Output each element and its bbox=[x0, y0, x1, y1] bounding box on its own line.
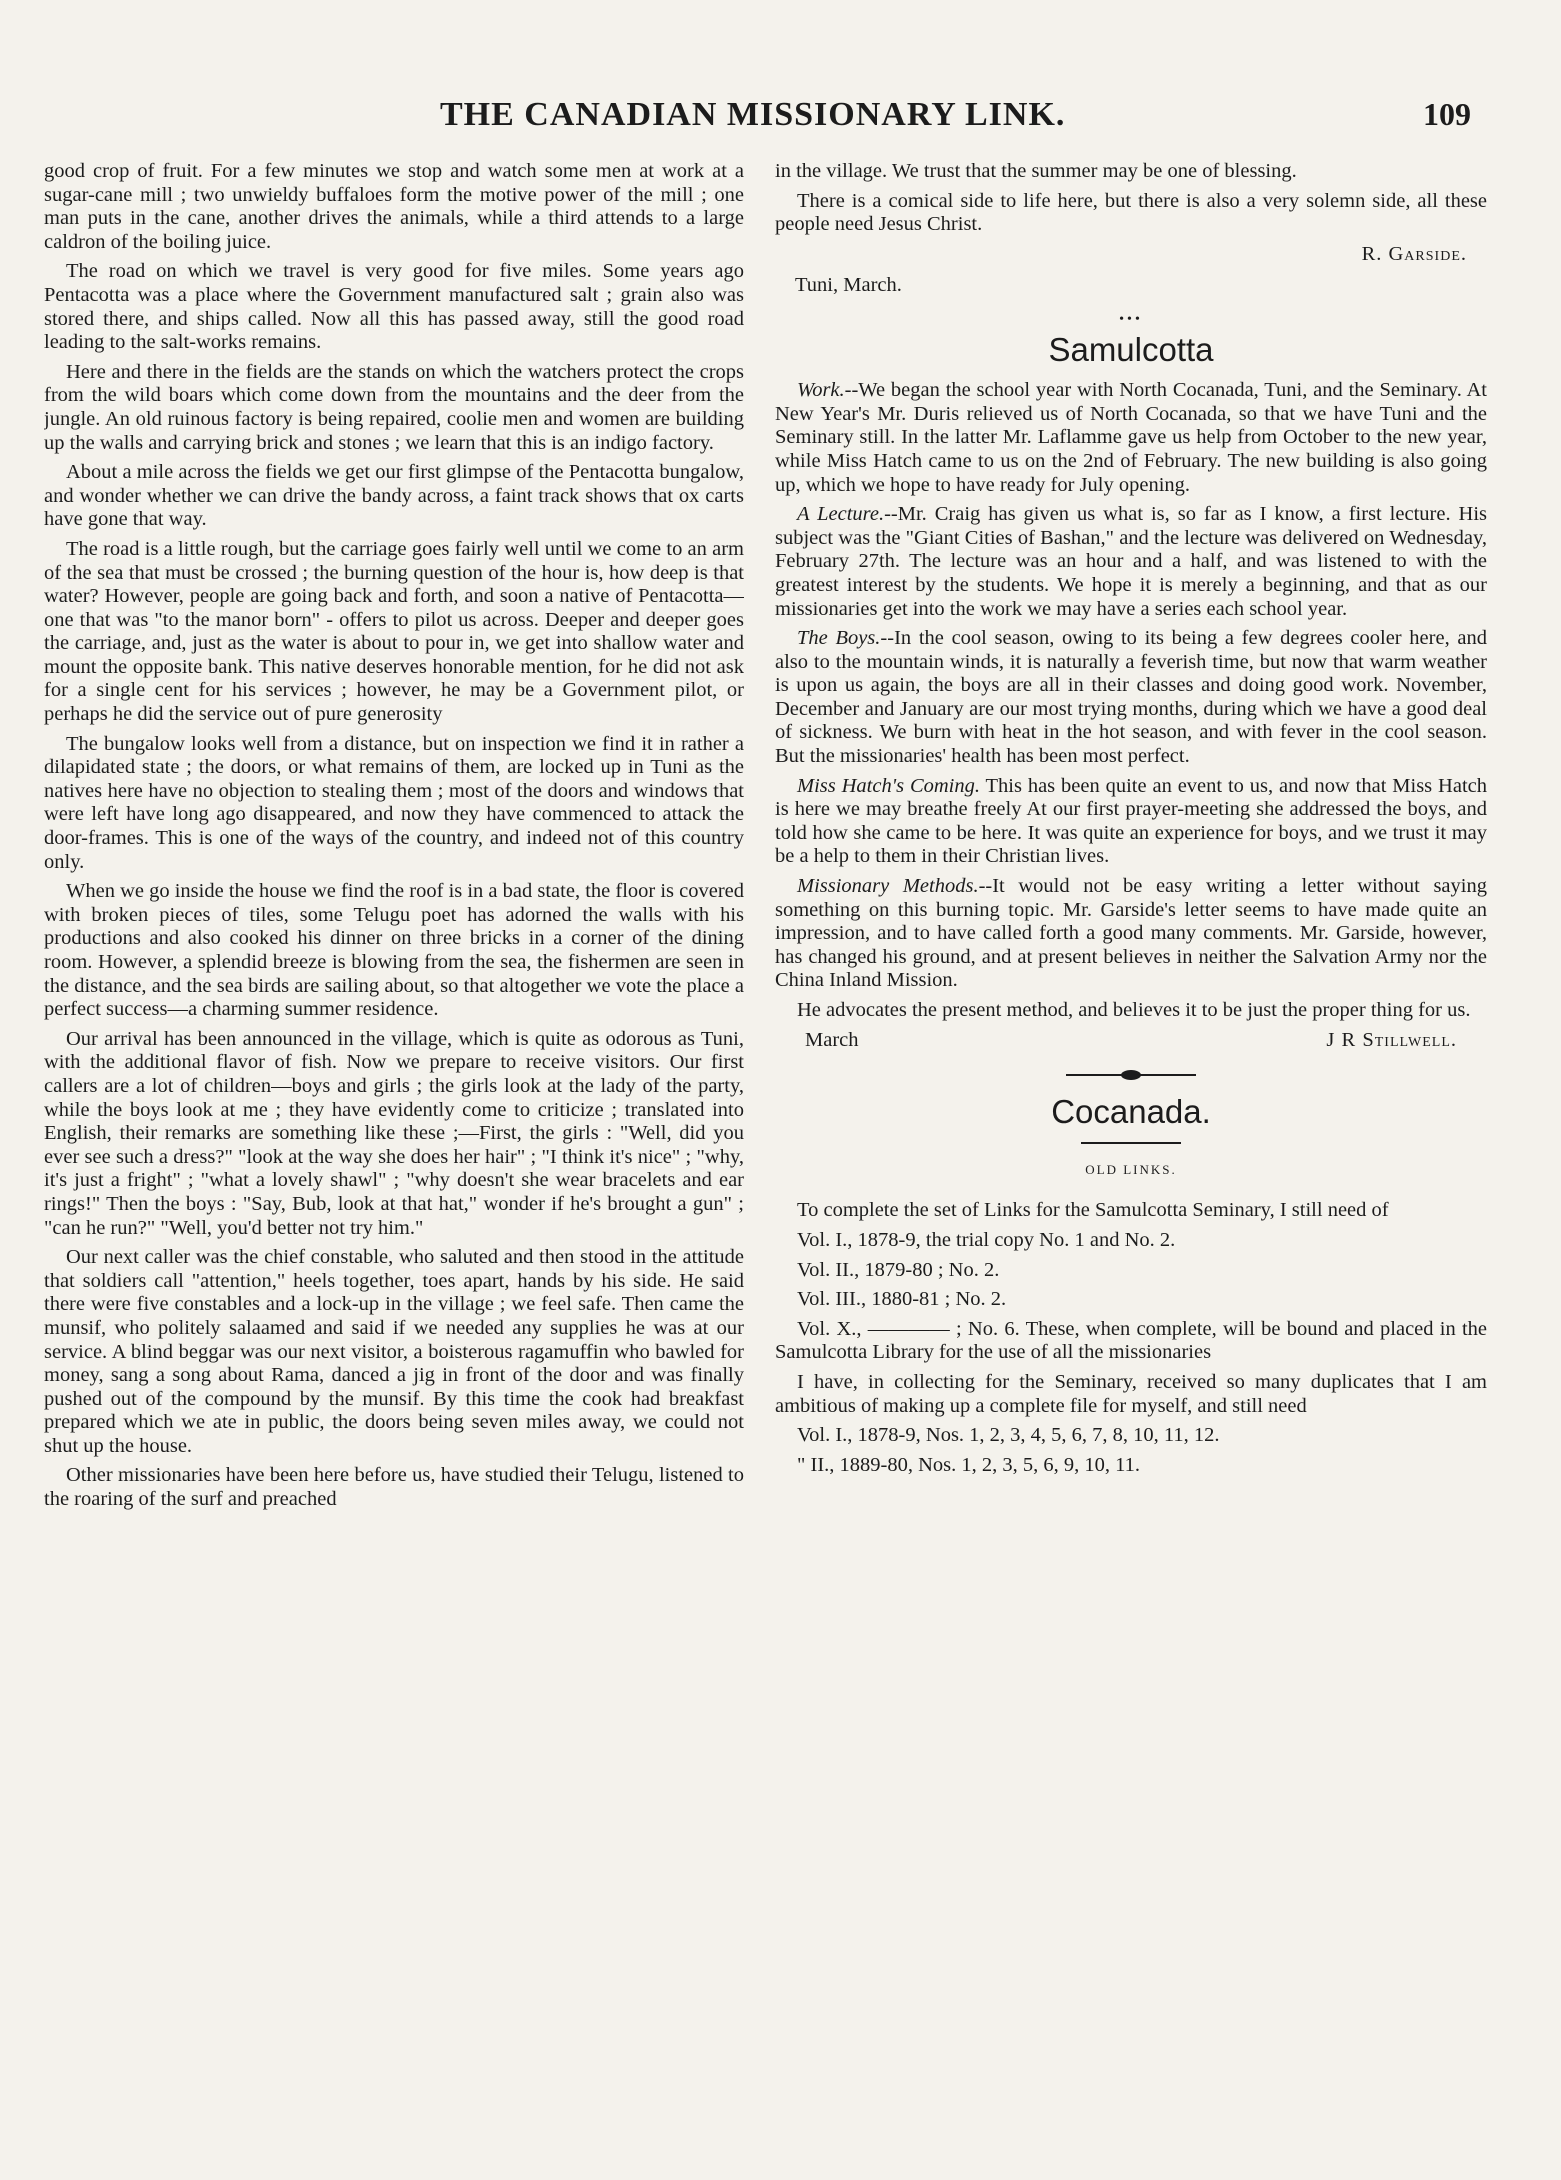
paragraph: Other missionaries have been here before us, have studied their Telugu, listened to the roaring of the surf and preached bbox=[44, 1464, 744, 1511]
paragraph: There is a comical side to life here, but there is also a very solemn side, all these people need Jesus Christ. bbox=[775, 189, 1487, 236]
paragraph-text: He advocates the present method, and believes it to be just the proper thing for us. bbox=[797, 999, 1471, 1021]
run-in-heading: Miss Hatch's Coming. bbox=[797, 774, 980, 797]
paragraph-advocates bbox=[775, 999, 1487, 1023]
title-rule bbox=[1081, 1142, 1181, 1144]
paragraph: I have, in collecting for the Seminary, received so many duplicates that I am ambitious of making up a complete file for myself, and still need bbox=[775, 1370, 1487, 1417]
run-in-heading: The Boys. bbox=[797, 627, 881, 650]
signature-name: J R Stillwell. bbox=[1326, 1028, 1457, 1051]
paragraph: in the village. We trust that the summer may be one of blessing. bbox=[775, 160, 1297, 182]
paragraph-work bbox=[775, 379, 1487, 497]
paragraph: To complete the set of Links for the Samulcotta Seminary, I still need of bbox=[797, 1199, 1389, 1222]
list-item: Vol. X., ———— ; No. 6. These, when complete, will be bound and placed in the Samulcotta Library for the use of all the missionaries bbox=[775, 1317, 1487, 1364]
list-item: Vol. II., 1879-80 ; No. 2. bbox=[797, 1258, 1000, 1281]
signature: R. Garside. bbox=[1361, 242, 1467, 265]
paragraph: The road is a little rough, but the carriage goes fairly well until we come to an arm of the sea that must be crossed ; the burning question of the hour is, how deep is that water? However, people are going back and forth, and soon a native of Pentacotta—one that was "to the manor born" - offers to pilot us across. Deeper and deeper goes the carriage, and, just as the water is about to pour in, we get into shallow water and mount the opposite bank. This native deserves honorable mention, for he did not ask for a single cent for his services ; however, he may be a Government pilot, or perhaps he did the service out of pure generosity bbox=[44, 537, 744, 726]
paragraph: The bungalow looks well from a distance, but on inspection we find it in rather a dilapidated state ; the doors, or what remains of them, are locked up in Tuni as the natives here have no objection to stealing them ; most of the doors and windows that were left have long ago disappeared, and now they have commenced to attack the door-frames. This is one of the ways of the country, and indeed not of this country only. bbox=[44, 732, 744, 873]
signature-row bbox=[805, 1029, 1457, 1053]
paragraph: About a mile across the fields we get our first glimpse of the Pentacotta bungalow, and wonder whether we can drive the bandy across, a faint track shows that ox carts have gone that way. bbox=[44, 461, 744, 531]
list-item: Vol. I., 1878-9, the trial copy No. 1 and No. 2. bbox=[797, 1228, 1176, 1251]
running-title: THE CANADIAN MISSIONARY LINK. bbox=[440, 96, 1066, 133]
signature-date: March bbox=[805, 1028, 859, 1051]
paragraph-text: --It would not be easy writing a letter without saying something on this burning topic. Mr. Garside's letter seems to have made quite an impression, and to have called forth a good many comments. Mr. Garside, however, has changed his ground, and at present believes in neither the Salvation Army nor the China Inland Mission. bbox=[775, 875, 1487, 992]
list-item: Vol. I., 1878-9, Nos. 1, 2, 3, 4, 5, 6, 7, 8, 10, 11, 12. bbox=[797, 1424, 1220, 1447]
run-in-heading: Missionary Methods. bbox=[797, 875, 979, 898]
run-in-heading: A Lecture. bbox=[797, 503, 885, 526]
divider-ornament bbox=[1121, 1070, 1141, 1080]
run-in-heading: Work. bbox=[797, 379, 845, 402]
paragraph-text: --In the cool season, owing to its being a few degrees cooler here, and also to the mountain winds, it is naturally a feverish time, but now that warm weather is upon us again, the boys are all in their classes and doing good work. November, December and January are our most trying months, during which we have a good deal of sickness. We burn with heat in the hot season, and with fever in the cool season. But the missionaries' health has been most perfect. bbox=[775, 627, 1487, 768]
paragraph: Here and there in the fields are the stands on which the watchers protect the crops from the wild boars which come down from the mountains and the deer from the jungle. An old ruinous factory is being repaired, coolie men and women are building up the walls and carrying brick and stones ; we learn that this is an indigo factory. bbox=[44, 360, 744, 454]
paragraph-lecture bbox=[775, 503, 1487, 621]
paragraph: Our next caller was the chief constable, who saluted and then stood in the attitude that soldiers call "attention," heels together, toes apart, hands by his side. He said there were five constables and a lock-up in the village ; we feel safe. Then came the munsif, who politely salaamed and said if we needed any supplies he was at our service. A blind beggar was our next visitor, a boisterous ragamuffin who bawled for money, sang a song about Rama, danced a jig in front of the door and was finally pushed out of the compound by the munsif. By this time the cook had breakfast prepared which we ate in public, the doors being seven miles away, we could not shut up the house. bbox=[44, 1246, 744, 1457]
paragraph: When we go inside the house we find the roof is in a bad state, the floor is covered with broken pieces of tiles, some Telugu poet has adorned the walls with his productions and also cooked his dinner on three bricks in a corner of the dining room. However, a splendid breeze is blowing from the sea, the fishermen are seen in the distance, and the sea birds are sailing about, so that altogether we vote the place a perfect success—a charming summer residence. bbox=[44, 880, 744, 1021]
divider-rule bbox=[1066, 1074, 1196, 1076]
paragraph-text: This has been quite an event to us, and now that Miss Hatch is here we may breathe freely At our first prayer-meeting she addressed the boys, and told how she came to be here. It was quite an experience for boys, and we trust it may be a help to them in their Christian lives. bbox=[775, 774, 1487, 868]
paragraph: good crop of fruit. For a few minutes we stop and watch some men at work at a sugar-cane mill ; two unwieldy buffaloes form the motive power of the mill ; one man puts in the cane, another drives the animals, while a third attends to a large caldron of the boiling juice. bbox=[44, 160, 744, 253]
section-title-cocanada: Cocanada. bbox=[1051, 1093, 1211, 1131]
page-number: 109 bbox=[1423, 96, 1471, 132]
section-title-samulcotta: Samulcotta bbox=[1048, 330, 1214, 368]
paragraph: Our arrival has been announced in the village, which is quite as odorous as Tuni, with the additional flavor of fish. Now we prepare to receive visitors. Our first callers are a lot of children—boys and girls ; the girls look at the lady of the party, while the boys look at me ; they have evidently come to criticize ; translated into English, their remarks are something like these ;—First, the girls : "Well, did you ever see such a dress?" "look at the way she does her hair" ; "I think it's nice" ; "why, it's just a fright" ; "what a lovely shawl" ; "why doesn't she wear bracelets and ear rings!" Then the boys : "Say, Bub, look at that hat," wonder if he's brought a gun" ; "can he run?" "Well, you'd better not try him." bbox=[44, 1027, 744, 1239]
list-item: " II., 1889-80, Nos. 1, 2, 3, 5, 6, 9, 10, 11. bbox=[797, 1453, 1140, 1476]
subheading: OLD LINKS. bbox=[1085, 1161, 1177, 1177]
right-column bbox=[775, 160, 1487, 2150]
paragraph-methods bbox=[775, 875, 1487, 993]
paragraph-boys bbox=[775, 627, 1487, 769]
left-column bbox=[44, 160, 744, 2150]
paragraph-text: --Mr. Craig has given us what is, so far as I know, a first lecture. His subject was the "Giant Cities of Bashan," and the lecture was delivered on Wednesday, February 27th. The lecture was an hour and a half, and was listened to with the greatest interest by the students. We hope it is merely a beginning, and that as our missionaries get into the work we may have a series each school year. bbox=[775, 503, 1487, 620]
paragraph-miss-hatch bbox=[775, 775, 1487, 869]
list-item: Vol. III., 1880-81 ; No. 2. bbox=[797, 1288, 1007, 1311]
ornament: ••• bbox=[1119, 311, 1143, 327]
running-head bbox=[0, 92, 1561, 138]
paragraph: The road on which we travel is very good for five miles. Some years ago Pentacotta was a place where the Government manufactured salt ; grain also was stored there, and ships called. Now all this has passed away, still the good road leading to the salt-works remains. bbox=[44, 260, 744, 354]
paragraph-text: --We began the school year with North Cocanada, Tuni, and the Seminary. At New Year's Mr. Duris relieved us of North Cocanada, so that we have Tuni and the Seminary still. In the latter Mr. Laflamme gave us help from October to the new year, while Miss Hatch came to us on the 2nd of February. The new building is also going up, which we hope to have ready for July opening. bbox=[775, 379, 1487, 496]
dateline: Tuni, March. bbox=[795, 274, 902, 297]
